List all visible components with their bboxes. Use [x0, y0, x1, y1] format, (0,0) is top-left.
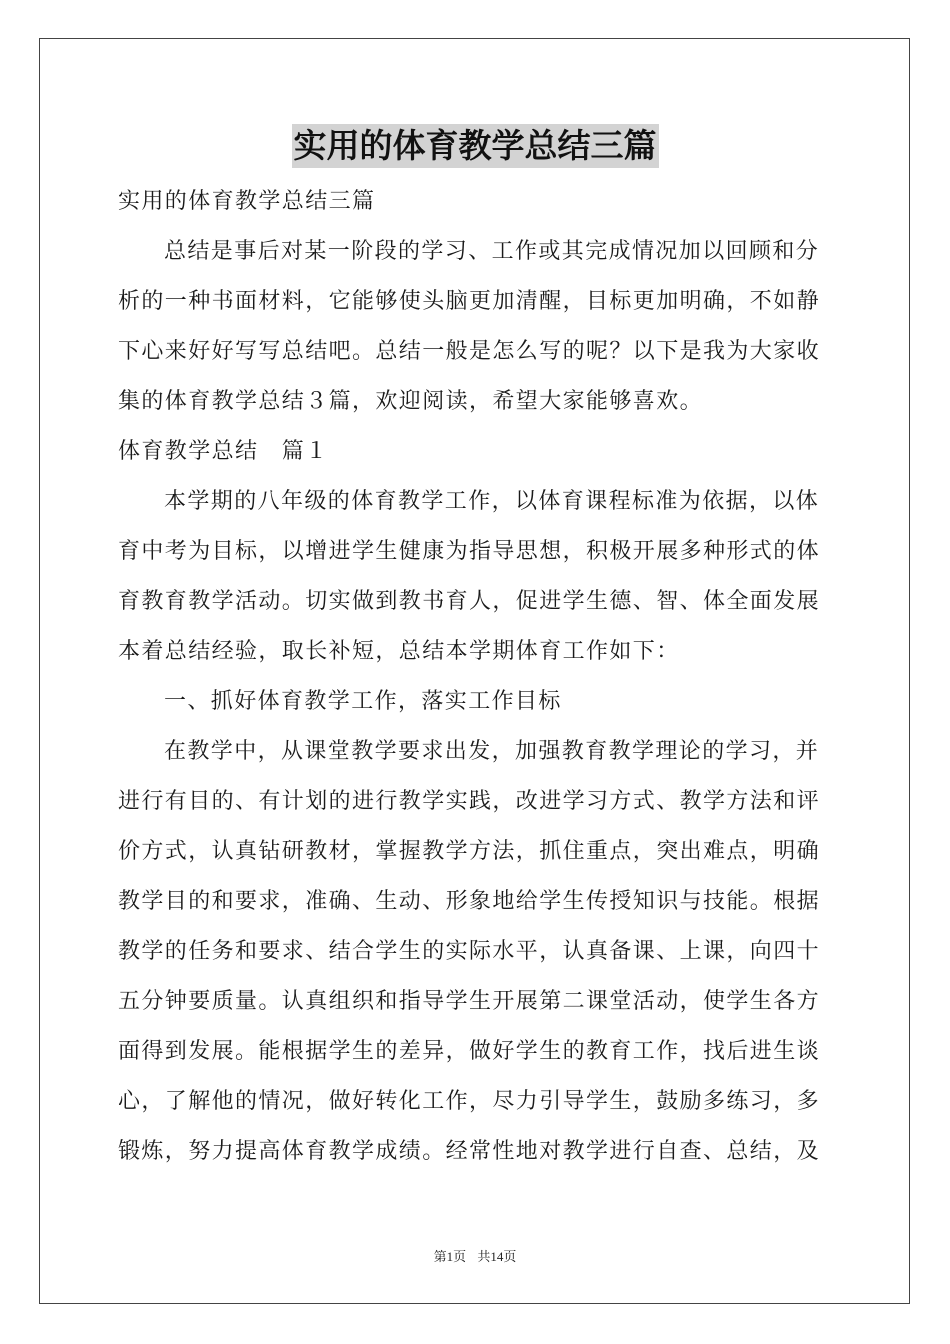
body-line: 锻炼，努力提高体育教学成绩。经常性地对教学进行自查、总结，及: [118, 1139, 821, 1164]
section-heading: 体育教学总结 篇１: [118, 439, 329, 464]
body-line: 进行有目的、有计划的进行教学实践，改进学习方式、教学方法和评: [118, 789, 821, 814]
body-line: 下心来好好写写总结吧。总结一般是怎么写的呢？以下是我为大家收: [118, 339, 821, 364]
page-total: 共14页: [477, 1249, 517, 1264]
document-title: 实用的体育教学总结三篇: [292, 124, 659, 168]
body-line: 教学的任务和要求、结合学生的实际水平，认真备课、上课，向四十: [118, 939, 821, 964]
subsection-heading: 一、抓好体育教学工作，落实工作目标: [164, 689, 562, 714]
title-container: [0, 124, 950, 168]
page-number: 第1页: [433, 1249, 467, 1264]
body-line: 总结是事后对某一阶段的学习、工作或其完成情况加以回顾和分: [164, 239, 820, 264]
body-line: 实用的体育教学总结三篇: [118, 189, 376, 214]
page-footer: [0, 1246, 950, 1265]
body-line: 价方式，认真钻研教材，掌握教学方法，抓住重点，突出难点，明确: [118, 839, 821, 864]
body-line: 育中考为目标，以增进学生健康为指导思想，积极开展多种形式的体: [118, 539, 821, 564]
body-line: 析的一种书面材料，它能够使头脑更加清醒，目标更加明确，不如静: [118, 289, 821, 314]
body-line: 教学目的和要求，准确、生动、形象地给学生传授知识与技能。根据: [118, 889, 821, 914]
document-body: [118, 177, 834, 1177]
body-line: 育教育教学活动。切实做到教书育人，促进学生德、智、体全面发展: [118, 589, 821, 614]
body-line: 面得到发展。能根据学生的差异，做好学生的教育工作，找后进生谈: [118, 1039, 821, 1064]
body-line: 五分钟要质量。认真组织和指导学生开展第二课堂活动，使学生各方: [118, 989, 821, 1014]
body-line: 心，了解他的情况，做好转化工作，尽力引导学生，鼓励多练习，多: [118, 1089, 821, 1114]
body-line: 本着总结经验，取长补短，总结本学期体育工作如下：: [118, 639, 680, 664]
body-line: 在教学中，从课堂教学要求出发，加强教育教学理论的学习，并: [164, 739, 820, 764]
body-line: 本学期的八年级的体育教学工作，以体育课程标准为依据，以体: [164, 489, 820, 514]
body-line: 集的体育教学总结３篇，欢迎阅读，希望大家能够喜欢。: [118, 389, 704, 414]
